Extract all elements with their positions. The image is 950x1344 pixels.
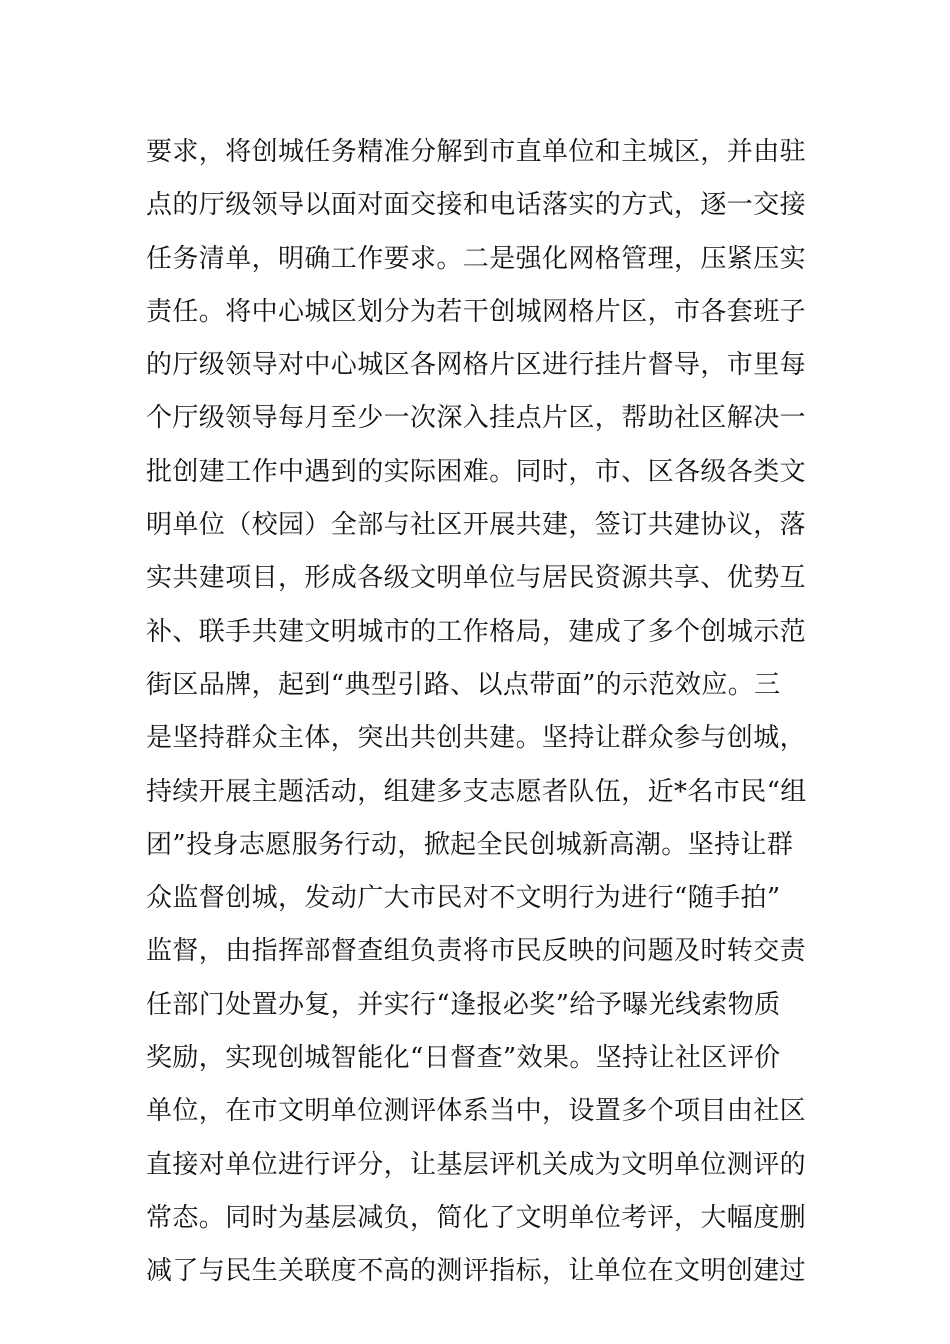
text-line: 批创建工作中遇到的实际困难。同时，市、区各级各类文 xyxy=(146,456,807,487)
text-line: 任务清单，明确工作要求。二是强化网格管理，压紧压实 xyxy=(146,243,807,274)
text-line: 明单位（校园）全部与社区开展共建，签订共建协议，落 xyxy=(146,510,807,541)
text-line: 常态。同时为基层减负，简化了文明单位考评，大幅度删 xyxy=(146,1202,807,1233)
text-line: 奖励，实现创城智能化“日督查”效果。坚持让社区评价 xyxy=(146,1043,781,1074)
text-line: 的厅级领导对中心城区各网格片区进行挂片督导，市里每 xyxy=(146,350,807,381)
text-line: 团”投身志愿服务行动，掀起全民创城新高潮。坚持让群 xyxy=(146,829,794,860)
text-line: 点的厅级领导以面对面交接和电话落实的方式，逐一交接 xyxy=(146,190,807,221)
text-line: 实共建项目，形成各级文明单位与居民资源共享、优势互 xyxy=(146,563,807,594)
text-line: 补、联手共建文明城市的工作格局，建成了多个创城示范 xyxy=(146,616,807,647)
text-line: 街区品牌，起到“典型引路、以点带面”的示范效应。三 xyxy=(146,669,781,700)
text-line: 任部门处置办复，并实行“逢报必奖”给予曝光线索物质 xyxy=(146,989,781,1020)
body-paragraph xyxy=(146,126,816,1299)
text-line: 责任。将中心城区划分为若干创城网格片区，市各套班子 xyxy=(146,296,807,327)
text-line: 直接对单位进行评分，让基层评机关成为文明单位测评的 xyxy=(146,1149,807,1180)
text-line: 是坚持群众主体，突出共创共建。坚持让群众参与创城， xyxy=(146,723,807,754)
text-line: 要求，将创城任务精准分解到市直单位和主城区，并由驻 xyxy=(146,137,807,167)
text-line: 持续开展主题活动，组建多支志愿者队伍，近*名市民“组 xyxy=(146,776,807,807)
text-line: 监督，由指挥部督查组负责将市民反映的问题及时转交责 xyxy=(146,936,807,967)
text-line: 减了与民生关联度不高的测评指标，让单位在文明创建过 xyxy=(146,1256,807,1287)
text-line: 众监督创城，发动广大市民对不文明行为进行“随手拍” xyxy=(146,883,781,914)
text-line: 个厅级领导每月至少一次深入挂点片区，帮助社区解决一 xyxy=(146,403,807,434)
text-line: 单位，在市文明单位测评体系当中，设置多个项目由社区 xyxy=(146,1096,807,1127)
